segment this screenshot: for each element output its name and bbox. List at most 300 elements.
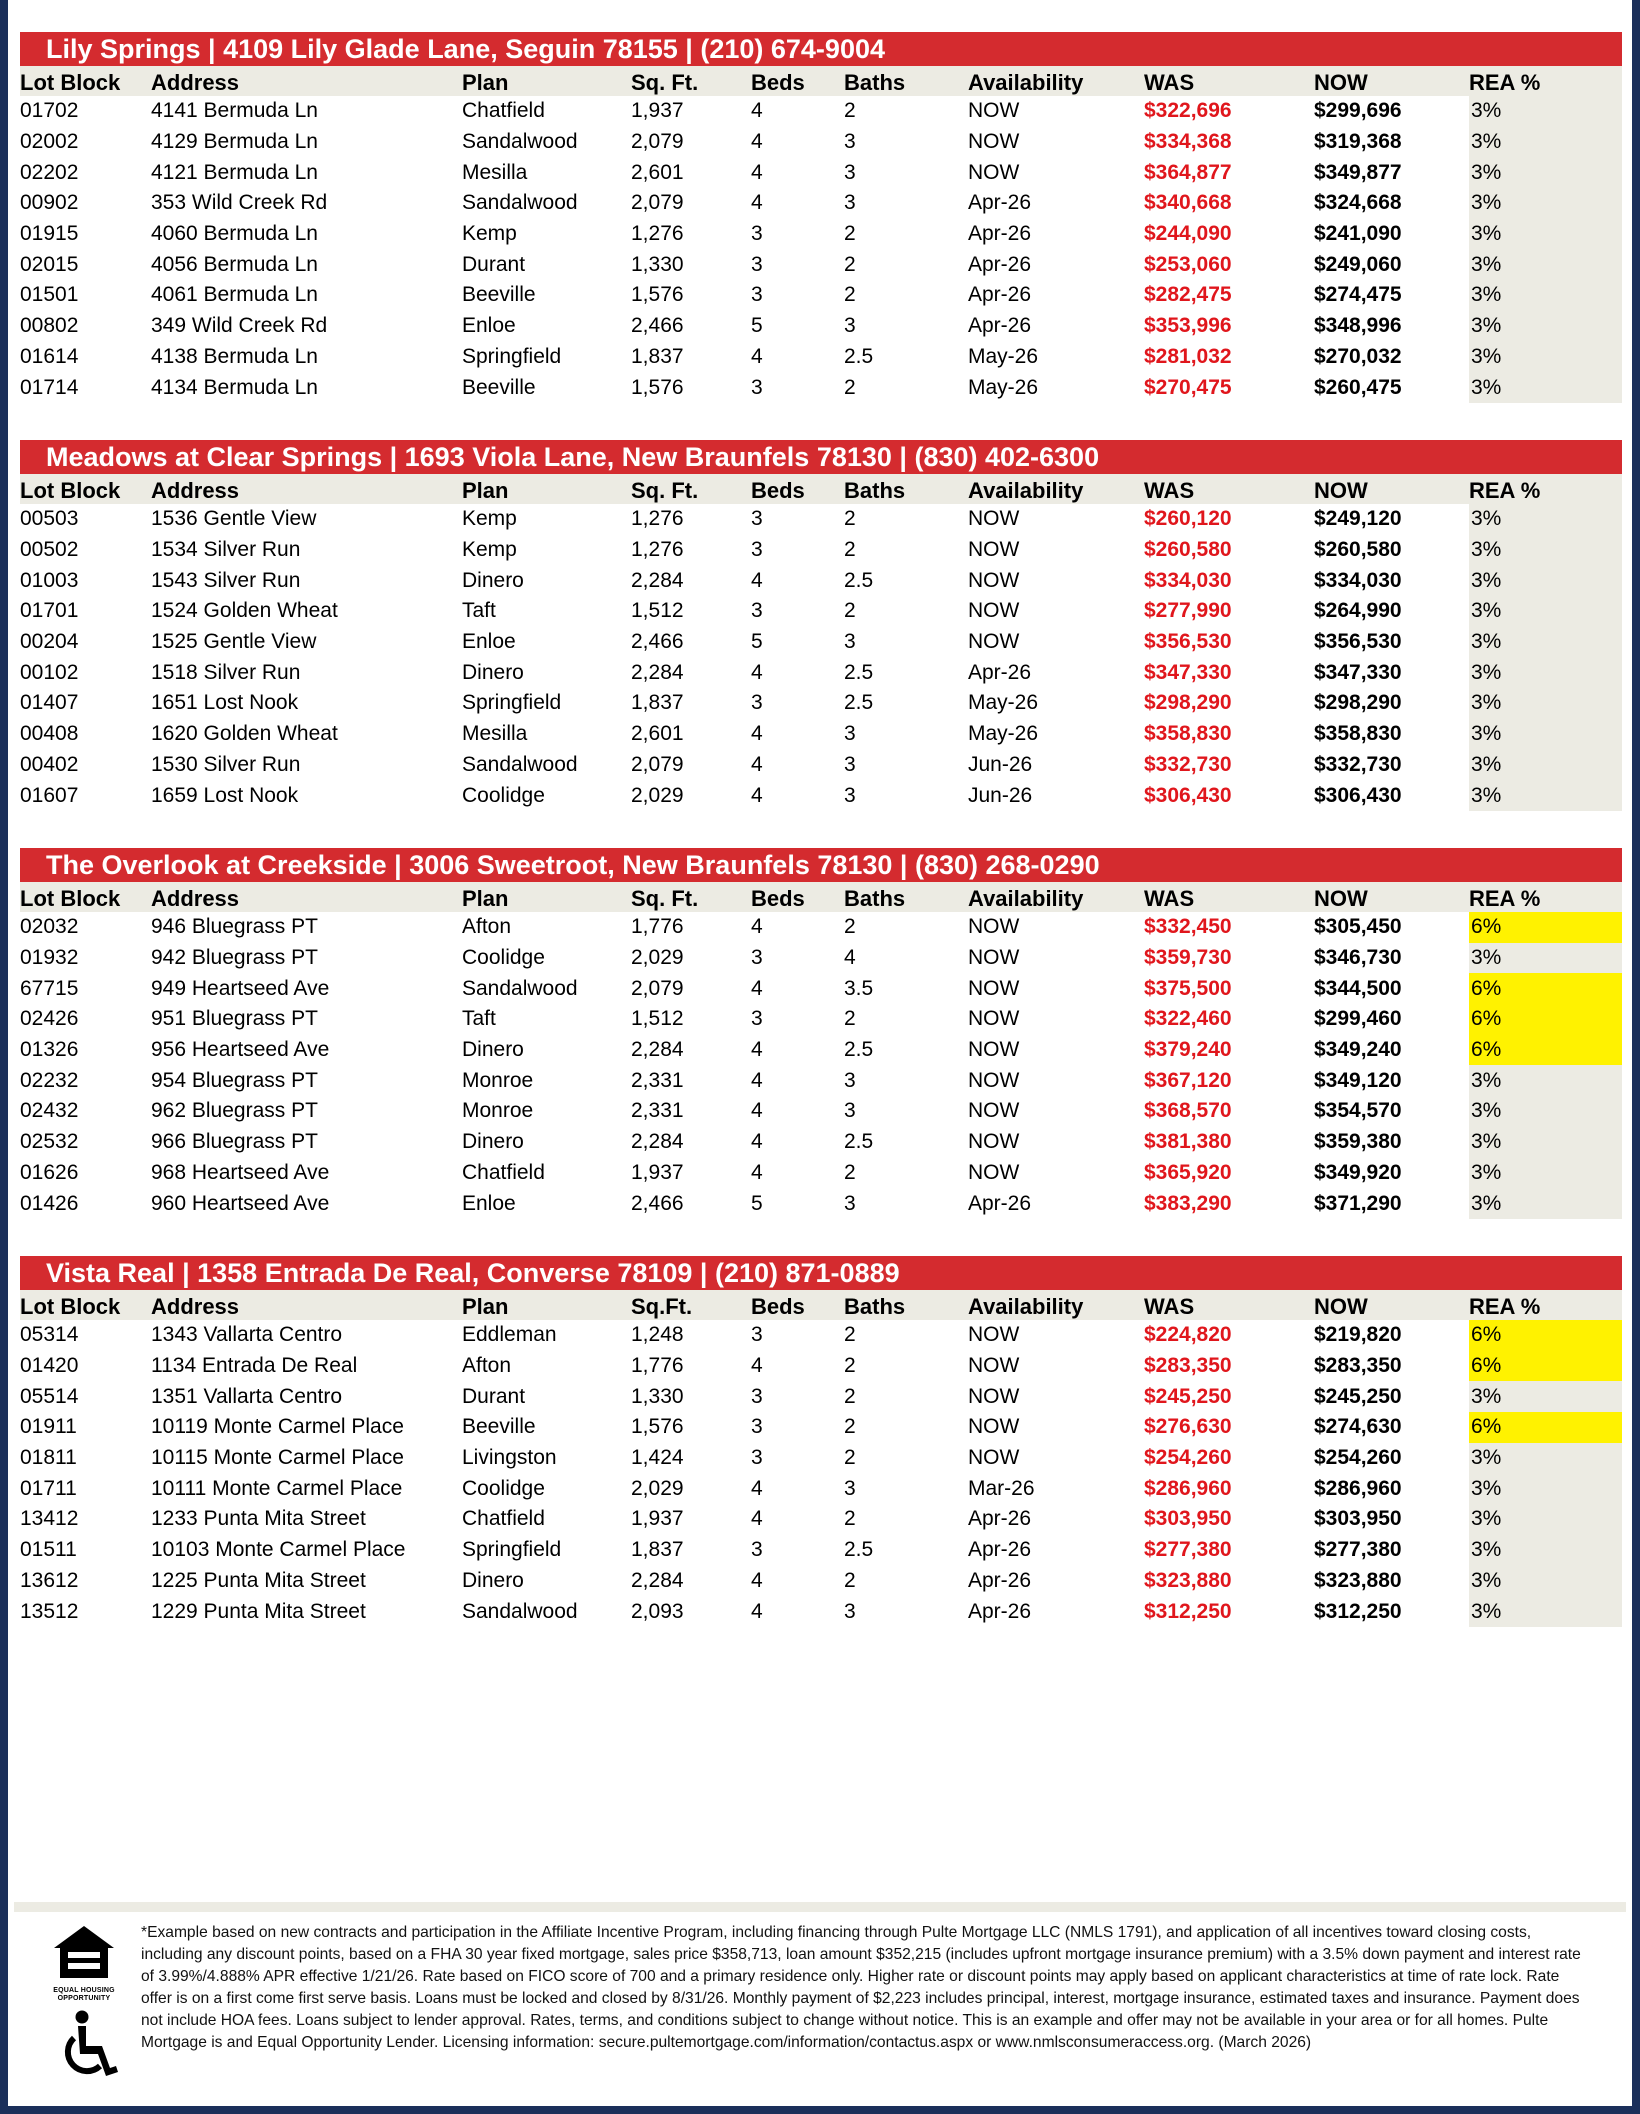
was-price-cell: $358,830	[1144, 722, 1232, 746]
sq-ft-cell: 1,776	[631, 915, 684, 939]
availability-cell: NOW	[968, 1160, 1020, 1184]
column-header-availability: Availability	[968, 1290, 1144, 1320]
address-cell: 942 Bluegrass PT	[151, 946, 318, 970]
plan-cell: Enloe	[462, 630, 516, 654]
baths-cell: 3.5	[844, 976, 874, 1000]
lot-block-cell: 01614	[20, 344, 79, 368]
baths-cell: 3	[844, 1099, 856, 1123]
baths-cell: 2	[844, 99, 856, 123]
table-row	[20, 1412, 1622, 1443]
beds-cell: 3	[751, 283, 763, 307]
address-cell: 4060 Bermuda Ln	[151, 222, 318, 246]
was-price-cell: $375,500	[1144, 976, 1232, 1000]
plan-cell: Kemp	[462, 222, 517, 246]
column-header-was-price: WAS	[1144, 66, 1314, 96]
plan-cell: Dinero	[462, 568, 524, 592]
sq-ft-cell: 2,029	[631, 1476, 684, 1500]
table-row	[20, 912, 1622, 943]
beds-cell: 4	[751, 1130, 763, 1154]
rea-percent-cell: 6%	[1469, 1004, 1622, 1035]
sq-ft-cell: 1,576	[631, 283, 684, 307]
table-row	[20, 280, 1622, 311]
beds-cell: 4	[751, 1476, 763, 1500]
baths-cell: 2	[844, 538, 856, 562]
address-cell: 4141 Bermuda Ln	[151, 99, 318, 123]
lot-block-cell: 01326	[20, 1038, 79, 1062]
column-header-baths: Baths	[844, 474, 968, 504]
address-cell: 1525 Gentle View	[151, 630, 317, 654]
was-price-cell: $281,032	[1144, 344, 1232, 368]
availability-cell: Apr-26	[968, 283, 1032, 307]
address-cell: 1536 Gentle View	[151, 507, 317, 531]
table-body	[20, 912, 1622, 1219]
rea-percent-cell: 3%	[1469, 1443, 1622, 1474]
baths-cell: 2.5	[844, 568, 874, 592]
baths-cell: 2.5	[844, 691, 874, 715]
availability-cell: NOW	[968, 1068, 1020, 1092]
address-cell: 946 Bluegrass PT	[151, 915, 318, 939]
now-price-cell: $354,570	[1314, 1099, 1402, 1123]
address-cell: 4061 Bermuda Ln	[151, 283, 318, 307]
baths-cell: 2.5	[844, 1538, 874, 1562]
was-price-cell: $334,368	[1144, 130, 1232, 154]
rea-percent-cell: 3%	[1469, 719, 1622, 750]
availability-cell: Apr-26	[968, 314, 1032, 338]
beds-cell: 4	[751, 1354, 763, 1378]
sq-ft-cell: 2,093	[631, 1599, 684, 1623]
column-header-was-price: WAS	[1144, 474, 1314, 504]
lot-block-cell: 01714	[20, 375, 79, 399]
plan-cell: Dinero	[462, 1568, 524, 1592]
inventory-table	[20, 882, 1622, 1219]
community-header: The Overlook at Creekside | 3006 Sweetroot, New Braunfels 78130 | (830) 268-0290	[20, 848, 1622, 882]
rea-percent-cell: 3%	[1469, 1158, 1622, 1189]
community-section	[20, 1256, 1622, 1627]
lot-block-cell: 01407	[20, 691, 79, 715]
availability-cell: NOW	[968, 1007, 1020, 1031]
table-row	[20, 1566, 1622, 1597]
now-price-cell: $241,090	[1314, 222, 1402, 246]
rea-percent-cell: 3%	[1469, 1566, 1622, 1597]
now-price-cell: $334,030	[1314, 568, 1402, 592]
baths-cell: 3	[844, 722, 856, 746]
table-row	[20, 1381, 1622, 1412]
lot-block-cell: 00402	[20, 752, 79, 776]
table-row	[20, 596, 1622, 627]
now-price-cell: $219,820	[1314, 1323, 1402, 1347]
availability-cell: Apr-26	[968, 660, 1032, 684]
now-price-cell: $349,120	[1314, 1068, 1402, 1092]
was-price-cell: $347,330	[1144, 660, 1232, 684]
address-cell: 1134 Entrada De Real	[151, 1354, 358, 1378]
address-cell: 1518 Silver Run	[151, 660, 301, 684]
beds-cell: 4	[751, 1068, 763, 1092]
table-row	[20, 719, 1622, 750]
now-price-cell: $371,290	[1314, 1191, 1402, 1215]
now-price-cell: $349,920	[1314, 1160, 1402, 1184]
was-price-cell: $286,960	[1144, 1476, 1232, 1500]
baths-cell: 3	[844, 1476, 856, 1500]
sq-ft-cell: 2,079	[631, 752, 684, 776]
table-row	[20, 127, 1622, 158]
sq-ft-cell: 1,512	[631, 1007, 684, 1031]
rea-percent-cell: 3%	[1469, 311, 1622, 342]
was-price-cell: $244,090	[1144, 222, 1232, 246]
beds-cell: 3	[751, 1384, 763, 1408]
table-row	[20, 1004, 1622, 1035]
beds-cell: 4	[751, 160, 763, 184]
plan-cell: Springfield	[462, 344, 562, 368]
rea-percent-cell: 6%	[1469, 1035, 1622, 1066]
lot-block-cell: 01003	[20, 568, 79, 592]
availability-cell: May-26	[968, 375, 1039, 399]
lot-block-cell: 00802	[20, 314, 79, 338]
table-row	[20, 1443, 1622, 1474]
now-price-cell: $332,730	[1314, 752, 1402, 776]
beds-cell: 3	[751, 375, 763, 399]
availability-cell: Apr-26	[968, 191, 1032, 215]
table-row	[20, 188, 1622, 219]
availability-cell: NOW	[968, 1099, 1020, 1123]
lot-block-cell: 01711	[20, 1476, 77, 1500]
rea-percent-cell: 3%	[1469, 688, 1622, 719]
column-header-sq-ft: Sq. Ft.	[631, 882, 751, 912]
lot-block-cell: 01811	[20, 1446, 77, 1470]
was-price-cell: $332,450	[1144, 915, 1232, 939]
address-cell: 1543 Silver Run	[151, 568, 301, 592]
lot-block-cell: 01911	[20, 1415, 77, 1439]
plan-cell: Coolidge	[462, 946, 545, 970]
table-row	[20, 535, 1622, 566]
lot-block-cell: 00408	[20, 722, 79, 746]
table-row	[20, 504, 1622, 535]
baths-cell: 2	[844, 1323, 856, 1347]
rea-percent-cell: 3%	[1469, 1596, 1622, 1627]
address-cell: 1524 Golden Wheat	[151, 599, 338, 623]
plan-cell: Enloe	[462, 1191, 516, 1215]
plan-cell: Mesilla	[462, 160, 528, 184]
sq-ft-cell: 2,284	[631, 1038, 684, 1062]
rea-percent-cell: 3%	[1469, 372, 1622, 403]
baths-cell: 2	[844, 375, 856, 399]
plan-cell: Monroe	[462, 1068, 534, 1092]
plan-cell: Mesilla	[462, 722, 528, 746]
community-header: Vista Real | 1358 Entrada De Real, Converse 78109 | (210) 871-0889	[20, 1256, 1622, 1290]
accessibility-icon	[56, 2010, 120, 2080]
plan-cell: Kemp	[462, 538, 517, 562]
availability-cell: NOW	[968, 99, 1020, 123]
baths-cell: 4	[844, 946, 856, 970]
plan-cell: Dinero	[462, 1038, 524, 1062]
address-cell: 956 Heartseed Ave	[151, 1038, 330, 1062]
address-cell: 10119 Monte Carmel Place	[151, 1415, 404, 1439]
rea-percent-cell: 3%	[1469, 627, 1622, 658]
now-price-cell: $324,668	[1314, 191, 1402, 215]
was-price-cell: $253,060	[1144, 252, 1232, 276]
availability-cell: Apr-26	[968, 252, 1032, 276]
address-cell: 10103 Monte Carmel Place	[151, 1538, 406, 1562]
lot-block-cell: 01702	[20, 99, 79, 123]
inventory-table	[20, 474, 1622, 811]
was-price-cell: $368,570	[1144, 1099, 1232, 1123]
baths-cell: 2	[844, 1568, 856, 1592]
column-header-beds: Beds	[751, 474, 844, 504]
lot-block-cell: 01701	[20, 599, 79, 623]
availability-cell: NOW	[968, 1130, 1020, 1154]
lot-block-cell: 02002	[20, 130, 79, 154]
column-header-beds: Beds	[751, 882, 844, 912]
now-price-cell: $299,460	[1314, 1007, 1402, 1031]
table-row	[20, 1473, 1622, 1504]
sq-ft-cell: 2,601	[631, 160, 684, 184]
beds-cell: 4	[751, 1507, 763, 1531]
plan-cell: Sandalwood	[462, 752, 578, 776]
beds-cell: 3	[751, 946, 763, 970]
baths-cell: 2	[844, 599, 856, 623]
rea-percent-cell: 3%	[1469, 1381, 1622, 1412]
beds-cell: 3	[751, 222, 763, 246]
beds-cell: 4	[751, 915, 763, 939]
lot-block-cell: 13512	[20, 1599, 79, 1623]
address-cell: 4056 Bermuda Ln	[151, 252, 318, 276]
sq-ft-cell: 1,276	[631, 507, 684, 531]
baths-cell: 2.5	[844, 1130, 874, 1154]
baths-cell: 2	[844, 1446, 856, 1470]
column-header-now-price: NOW	[1314, 474, 1469, 504]
plan-cell: Kemp	[462, 507, 517, 531]
beds-cell: 3	[751, 252, 763, 276]
now-price-cell: $298,290	[1314, 691, 1402, 715]
column-header-was-price: WAS	[1144, 1290, 1314, 1320]
plan-cell: Eddleman	[462, 1323, 557, 1347]
beds-cell: 4	[751, 130, 763, 154]
availability-cell: NOW	[968, 946, 1020, 970]
now-price-cell: $358,830	[1314, 722, 1402, 746]
community-header: Lily Springs | 4109 Lily Glade Lane, Seguin 78155 | (210) 674-9004	[20, 32, 1622, 66]
table-header-row	[20, 66, 1622, 96]
baths-cell: 2	[844, 1415, 856, 1439]
was-price-cell: $245,250	[1144, 1384, 1232, 1408]
rea-percent-cell: 3%	[1469, 943, 1622, 974]
inventory-table	[20, 1290, 1622, 1627]
column-header-plan: Plan	[462, 1290, 631, 1320]
now-price-cell: $260,475	[1314, 375, 1402, 399]
baths-cell: 2	[844, 283, 856, 307]
plan-cell: Durant	[462, 252, 526, 276]
was-price-cell: $322,696	[1144, 99, 1232, 123]
plan-cell: Dinero	[462, 1130, 524, 1154]
rea-percent-cell: 3%	[1469, 342, 1622, 373]
column-header-availability: Availability	[968, 882, 1144, 912]
was-price-cell: $254,260	[1144, 1446, 1232, 1470]
availability-cell: May-26	[968, 691, 1039, 715]
beds-cell: 4	[751, 191, 763, 215]
baths-cell: 3	[844, 191, 856, 215]
baths-cell: 3	[844, 314, 856, 338]
was-price-cell: $332,730	[1144, 752, 1232, 776]
address-cell: 1620 Golden Wheat	[151, 722, 338, 746]
baths-cell: 3	[844, 1599, 856, 1623]
column-header-availability: Availability	[968, 66, 1144, 96]
address-cell: 4134 Bermuda Ln	[151, 375, 318, 399]
baths-cell: 2	[844, 1007, 856, 1031]
beds-cell: 3	[751, 507, 763, 531]
lot-block-cell: 01607	[20, 783, 79, 807]
rea-percent-cell: 3%	[1469, 535, 1622, 566]
was-price-cell: $306,430	[1144, 783, 1232, 807]
address-cell: 10115 Monte Carmel Place	[151, 1446, 404, 1470]
address-cell: 1659 Lost Nook	[151, 783, 299, 807]
now-price-cell: $274,475	[1314, 283, 1402, 307]
sq-ft-cell: 2,466	[631, 630, 684, 654]
was-price-cell: $270,475	[1144, 375, 1232, 399]
availability-cell: NOW	[968, 1038, 1020, 1062]
table-body	[20, 1320, 1622, 1627]
beds-cell: 3	[751, 1446, 763, 1470]
inventory-table	[20, 66, 1622, 403]
baths-cell: 3	[844, 1068, 856, 1092]
plan-cell: Livingston	[462, 1446, 557, 1470]
was-price-cell: $383,290	[1144, 1191, 1232, 1215]
address-cell: 1530 Silver Run	[151, 752, 301, 776]
table-row	[20, 1320, 1622, 1351]
plan-cell: Beeville	[462, 375, 536, 399]
rea-percent-cell: 6%	[1469, 912, 1622, 943]
sq-ft-cell: 2,029	[631, 946, 684, 970]
table-row	[20, 780, 1622, 811]
lot-block-cell: 02032	[20, 915, 79, 939]
baths-cell: 3	[844, 783, 856, 807]
now-price-cell: $286,960	[1314, 1476, 1402, 1500]
beds-cell: 4	[751, 99, 763, 123]
table-row	[20, 1035, 1622, 1066]
rea-percent-cell: 3%	[1469, 1535, 1622, 1566]
availability-cell: NOW	[968, 160, 1020, 184]
column-header-sq-ft: Sq. Ft.	[631, 474, 751, 504]
rea-percent-cell: 6%	[1469, 1320, 1622, 1351]
column-header-baths: Baths	[844, 66, 968, 96]
now-price-cell: $254,260	[1314, 1446, 1402, 1470]
baths-cell: 2	[844, 252, 856, 276]
now-price-cell: $346,730	[1314, 946, 1402, 970]
table-row	[20, 1535, 1622, 1566]
availability-cell: Jun-26	[968, 783, 1033, 807]
was-price-cell: $277,380	[1144, 1538, 1232, 1562]
beds-cell: 4	[751, 783, 763, 807]
beds-cell: 3	[751, 1538, 763, 1562]
sq-ft-cell: 1,937	[631, 1160, 684, 1184]
lot-block-cell: 01420	[20, 1354, 79, 1378]
rea-percent-cell: 3%	[1469, 249, 1622, 280]
sq-ft-cell: 1,276	[631, 538, 684, 562]
legal-disclaimer: *Example based on new contracts and participation in the Affiliate Incentive Program, including financing through Pulte Mortgage LLC (NMLS 1791), and application of all incentives toward closing costs, including any discount points, based on a FHA 30 year fixed mortgage, sales price $358,713, loan amount $352,215 (includes upfront mortgage insurance premium) with a 3.5% down payment and interest rate of 3.99%/4.888% APR effective 1/21/26. Rate based on FICO score of 700 and a primary residence only. Higher rate or discount points may apply based on applicant characteristics at time of rate lock. Rate offer is on a first come first serve basis. Loans must be locked and closed by 8/31/26. Monthly payment of $2,223 includes principal, interest, mortgage insurance, estimated taxes and insurance. Payment does not include HOA fees. Loans subject to lender approval. Rates, terms, and conditions subject to change without notice. This is an example and offer may not be available in your area or for all homes. Pulte Mortgage is and Equal Opportunity Lender. Licensing information: secure.pultemortgage.com/information/contactus.aspx or www.nmlsconsumeraccess.org. (March 2026)	[141, 1924, 1581, 2051]
column-header-plan: Plan	[462, 66, 631, 96]
sq-ft-cell: 2,284	[631, 1568, 684, 1592]
was-price-cell: $277,990	[1144, 599, 1232, 623]
plan-cell: Chatfield	[462, 1507, 545, 1531]
table-row	[20, 1504, 1622, 1535]
column-header-baths: Baths	[844, 1290, 968, 1320]
sq-ft-cell: 1,330	[631, 1384, 684, 1408]
beds-cell: 4	[751, 976, 763, 1000]
address-cell: 1351 Vallarta Centro	[151, 1384, 343, 1408]
was-price-cell: $282,475	[1144, 283, 1232, 307]
column-header-beds: Beds	[751, 66, 844, 96]
baths-cell: 2.5	[844, 344, 874, 368]
column-header-now-price: NOW	[1314, 1290, 1469, 1320]
equal-housing-logo	[44, 1924, 124, 2003]
beds-cell: 5	[751, 630, 763, 654]
table-row	[20, 219, 1622, 250]
availability-cell: Apr-26	[968, 1568, 1032, 1592]
lot-block-cell: 02426	[20, 1007, 79, 1031]
table-row	[20, 1351, 1622, 1382]
availability-cell: NOW	[968, 1415, 1020, 1439]
rea-percent-cell: 3%	[1469, 596, 1622, 627]
table-row	[20, 1188, 1622, 1219]
column-header-lot-block: Lot Block	[20, 882, 151, 912]
now-price-cell: $277,380	[1314, 1538, 1402, 1562]
plan-cell: Taft	[462, 599, 496, 623]
lot-block-cell: 00502	[20, 538, 79, 562]
column-header-now-price: NOW	[1314, 882, 1469, 912]
plan-cell: Beeville	[462, 1415, 536, 1439]
sq-ft-cell: 2,601	[631, 722, 684, 746]
availability-cell: Jun-26	[968, 752, 1033, 776]
rea-percent-cell: 3%	[1469, 219, 1622, 250]
plan-cell: Sandalwood	[462, 976, 578, 1000]
address-cell: 962 Bluegrass PT	[151, 1099, 318, 1123]
sq-ft-cell: 2,331	[631, 1068, 684, 1092]
lot-block-cell: 02432	[20, 1099, 79, 1123]
lot-block-cell: 01932	[20, 946, 79, 970]
beds-cell: 5	[751, 314, 763, 338]
was-price-cell: $359,730	[1144, 946, 1232, 970]
lot-block-cell: 67715	[20, 976, 79, 1000]
rea-percent-cell: 3%	[1469, 1504, 1622, 1535]
was-price-cell: $283,350	[1144, 1354, 1232, 1378]
sq-ft-cell: 1,837	[631, 1538, 684, 1562]
sq-ft-cell: 1,837	[631, 344, 684, 368]
table-row	[20, 249, 1622, 280]
baths-cell: 2.5	[844, 1038, 874, 1062]
was-price-cell: $303,950	[1144, 1507, 1232, 1531]
beds-cell: 4	[751, 1568, 763, 1592]
address-cell: 4129 Bermuda Ln	[151, 130, 318, 154]
lot-block-cell: 13612	[20, 1568, 79, 1592]
sq-ft-cell: 1,576	[631, 1415, 684, 1439]
table-row	[20, 372, 1622, 403]
baths-cell: 2	[844, 915, 856, 939]
table-header-row	[20, 882, 1622, 912]
baths-cell: 2	[844, 1384, 856, 1408]
now-price-cell: $347,330	[1314, 660, 1402, 684]
now-price-cell: $260,580	[1314, 538, 1402, 562]
plan-cell: Chatfield	[462, 99, 545, 123]
plan-cell: Beeville	[462, 283, 536, 307]
baths-cell: 3	[844, 752, 856, 776]
now-price-cell: $344,500	[1314, 976, 1402, 1000]
sq-ft-cell: 1,937	[631, 1507, 684, 1531]
table-row	[20, 342, 1622, 373]
table-row	[20, 1065, 1622, 1096]
plan-cell: Sandalwood	[462, 191, 578, 215]
baths-cell: 2	[844, 1507, 856, 1531]
sq-ft-cell: 1,276	[631, 222, 684, 246]
sq-ft-cell: 1,424	[631, 1446, 684, 1470]
was-price-cell: $298,290	[1144, 691, 1232, 715]
column-header-was-price: WAS	[1144, 882, 1314, 912]
